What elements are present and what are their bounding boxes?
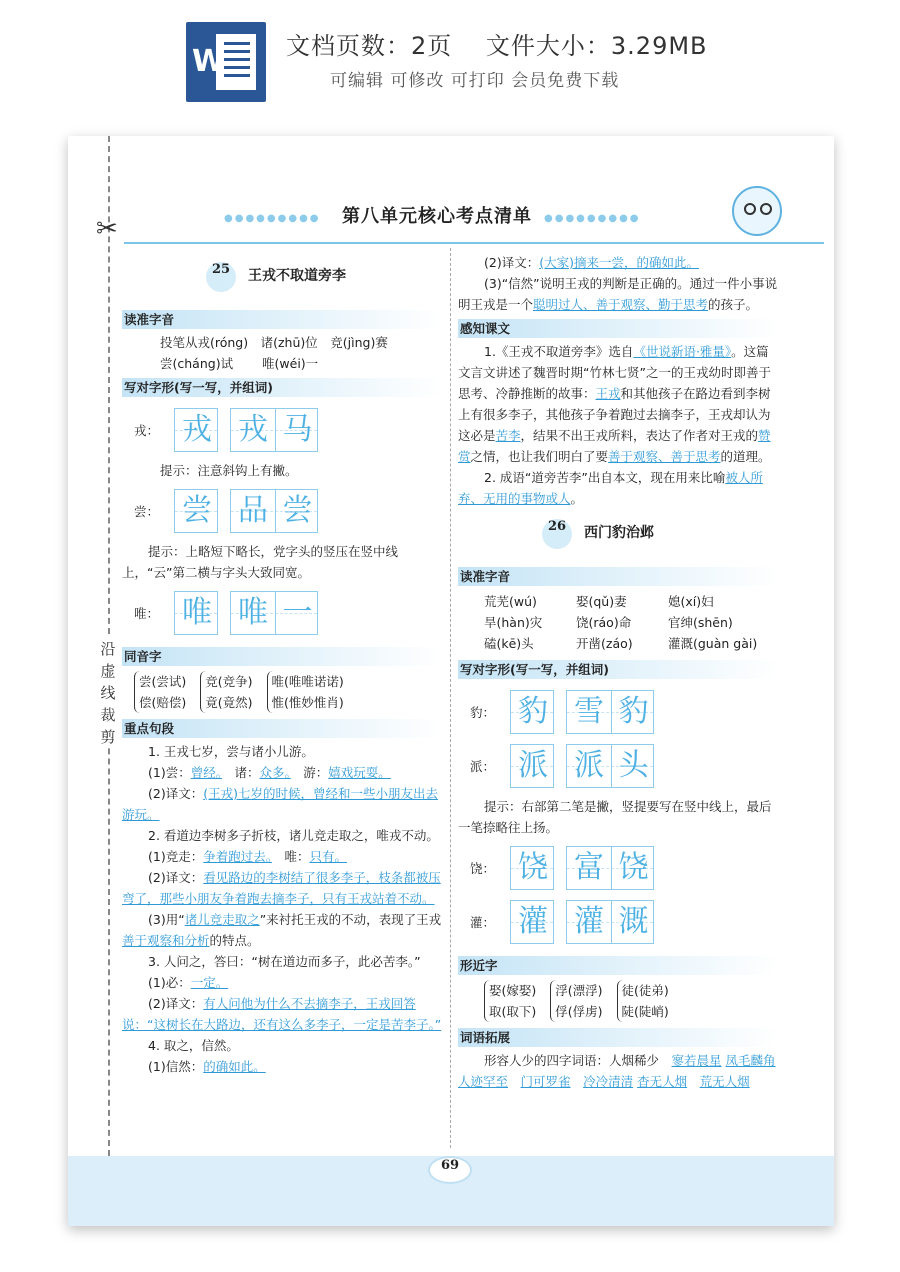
char-practice-row: [122, 487, 448, 535]
answer-line: (1)必：一定。: [148, 975, 229, 990]
section-perceive-text: 感知课文: [458, 319, 778, 338]
document-page: [68, 136, 834, 1226]
char-practice-row: [458, 742, 778, 790]
homophone-group: 唯(唯唯诺诺) 惟(惟妙惟肖): [267, 671, 344, 713]
char-label: 戎：: [134, 422, 160, 438]
page-title: 第八单元核心考点清单: [342, 206, 532, 227]
char-grid: 尝: [174, 489, 218, 533]
word-grid: 派 头: [566, 744, 654, 788]
scissors-icon: ✂: [96, 214, 118, 244]
section-read-pronunciation: 读准字音: [122, 310, 442, 329]
pronunciation-line: 尝(cháng)试 唯(wéi)一: [160, 356, 319, 371]
answer-line: (3)“信然”说明王戎的判断是正确的。通过一件小事说明王戎是一个聪明过人、善于观察、勤于思考的孩子。: [458, 276, 778, 312]
mascot-icon: [732, 186, 782, 236]
banner-subtitle: 可编辑 可修改 可打印 会员免费下载: [330, 71, 620, 91]
homophone-group: 尝(尝试) 偿(赔偿): [134, 671, 186, 713]
similar-char-group: 徒(徒弟) 陡(陡峭): [617, 980, 669, 1022]
word-grid: 品 尝: [230, 489, 318, 533]
column-divider: [450, 248, 451, 1148]
char-grid: 灌: [510, 900, 554, 944]
right-column: [458, 252, 778, 1092]
answer-line: (1)竞走：争着跑过去。 唯：只有。: [148, 849, 348, 864]
char-practice-row: [122, 589, 448, 637]
homophone-group: 竞(竞争) 竟(竟然): [200, 671, 252, 713]
lesson-title: 王戎不取道旁李: [248, 268, 346, 284]
word-grid: 富 饶: [566, 846, 654, 890]
key-sentence: 1. 王戎七岁，尝与诸小儿游。: [148, 744, 314, 759]
section-similar-characters: 形近字: [458, 956, 778, 975]
char-practice-row: [458, 844, 778, 892]
title-divider: [124, 242, 824, 244]
char-practice-row: [458, 898, 778, 946]
answer-line: (3)用“诸儿竞走取之”来衬托王戎的不动，表现了王戎善于观察和分析的特点。: [122, 912, 442, 948]
answer-line: (2)译文：有人问他为什么不去摘李子，王戎回答说：“这树长在大路边，还有这么多李子，一定是苦李子。”: [122, 996, 442, 1032]
similar-char-group: 浮(漂浮) 俘(俘虏): [550, 980, 602, 1022]
char-label: 灌：: [470, 914, 496, 930]
page-number: 69: [428, 1156, 472, 1184]
homophone-groups: [122, 671, 448, 713]
section-key-sentences: 重点句段: [122, 719, 442, 738]
cut-instruction: 沿虚线裁剪: [96, 638, 120, 748]
download-banner: [0, 0, 900, 120]
word-grid: 唯 一: [230, 591, 318, 635]
lesson-26-header: [458, 513, 778, 553]
char-grid: 戎: [174, 408, 218, 452]
word-file-icon: [186, 22, 266, 102]
similar-char-group: 娶(嫁娶) 取(取下): [484, 980, 536, 1022]
char-grid: 唯: [174, 591, 218, 635]
banner-title: 文档页数：2页 文件大小：3.29MB: [286, 32, 708, 60]
word-grid: 戎 马: [230, 408, 318, 452]
title-dots-left: ●●●●●●●●●: [224, 213, 321, 224]
key-sentence: 4. 取之，信然。: [148, 1038, 239, 1053]
answer-line: (1)尝：曾经。 诸：众多。 游：嬉戏玩耍。: [148, 765, 391, 780]
writing-tip: 提示：右部第二笔是撇，竖提要写在竖中线上，最后一笔捺略往上扬。: [458, 799, 772, 835]
char-grid: 豹: [510, 690, 554, 734]
char-label: 派：: [470, 758, 496, 774]
key-sentence: 3. 人问之，答曰：“树在道边而多子，此必苦李。”: [148, 954, 421, 969]
word-expansion-list: 形容人少的四字词语：人烟稀少 寥若晨星 凤毛麟角 人迹罕至 门可罗雀 冷冷清清 杳无人烟 荒无人烟: [458, 1053, 776, 1089]
char-label: 饶：: [470, 860, 496, 876]
answer-line: (2)译文：(王戎)七岁的时候，曾经和一些小朋友出去游玩。: [122, 786, 438, 822]
lesson-number: 25: [206, 262, 236, 292]
similar-char-groups: [458, 980, 778, 1022]
word-grid: 雪 豹: [566, 690, 654, 734]
writing-tip: 提示：上略短下略长，党字头的竖压在竖中线上，“云”第二横与字头大致同宽。: [122, 544, 399, 580]
title-dots-right: ●●●●●●●●●: [544, 213, 641, 224]
answer-line: (2)译文：(大家)摘来一尝，的确如此。: [484, 255, 699, 270]
text-summary: 2. 成语“道旁苦李”出自本文，现在用来比喻被人所弃、无用的事物或人。: [458, 470, 763, 506]
answer-line: (2)译文：看见路边的李树结了很多李子，枝条都被压弯了，那些小朋友争着跑去摘李子，只有王戎站着不动。: [122, 870, 441, 906]
section-homophones: 同音字: [122, 647, 442, 666]
section-word-expansion: 词语拓展: [458, 1028, 778, 1047]
char-label: 豹：: [470, 704, 496, 720]
char-practice-row: [458, 688, 778, 736]
text-summary: 1.《王戎不取道旁李》选自《世说新语·雅量》。这篇文言文讲述了魏晋时期“竹林七贤”之一的王戎幼时即善于思考、冷静推断的故事：王戎和其他孩子在路边看到李树上有很多李子，其他孩子争着跑过去摘李子，王戎却认为这必是苦李，结果不出王戎所料，表达了作者对王戎的赞赏之情，也让我们明白了要善于观察、善于思考的道理。: [458, 344, 771, 464]
char-grid: 饶: [510, 846, 554, 890]
left-column: [122, 252, 448, 1077]
answer-line: (1)信然：的确如此。: [148, 1059, 266, 1074]
lesson-number: 26: [542, 519, 572, 549]
char-label: 唯：: [134, 605, 160, 621]
lesson-title: 西门豹治邺: [584, 525, 654, 541]
page-title-area: [124, 198, 824, 242]
lesson-25-header: [122, 256, 448, 296]
key-sentence: 2. 看道边李树多子折枝，诸儿竞走取之，唯戎不动。: [148, 828, 439, 843]
char-practice-row: [122, 406, 448, 454]
section-write-characters: 写对字形(写一写，并组词): [122, 378, 442, 397]
char-grid: 派: [510, 744, 554, 788]
word-grid: 灌 溉: [566, 900, 654, 944]
char-label: 尝：: [134, 503, 160, 519]
pronunciation-line: 投笔从戎(róng) 诸(zhū)位 竞(jìng)赛: [160, 335, 388, 350]
pronunciation-grid: 荒芜(wú) 旱(hàn)灾 磕(kē)头 娶(qǔ)妻 饶(ráo)命 开凿(záo) 媳(xí)妇 官绅(shēn) 灌溉(guàn gài): [484, 594, 758, 651]
word-logo-letter: W: [192, 44, 226, 79]
writing-tip: 提示：注意斜钩上有撇。: [160, 463, 298, 478]
section-write-characters: 写对字形(写一写，并组词): [458, 660, 778, 679]
section-read-pronunciation: 读准字音: [458, 567, 778, 586]
